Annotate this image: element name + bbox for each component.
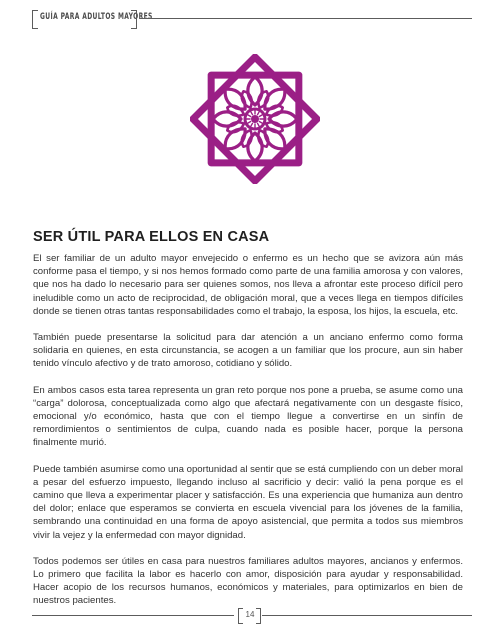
paragraph-1: El ser familiar de un adulto mayor envejecido o enfermo es un hecho que se avizora aún más conforme pasa el tiempo, y si nos hemos formado como parte de una familia amorosa y con valores, que nos ha dado lo necesario para ser quienes somos, nos lleva a afrontar este proceso difícil pero ineludible como un acto de reciprocidad, de obligación moral, que a veces llega en tiempos difíciles donde se tienen otras tantas responsabilidades como el trabajo, la esposa, los hijos, la escuela, etc. xyxy=(33,253,463,317)
mandala-ornament xyxy=(190,54,320,184)
section-heading: SER ÚTIL PARA ELLOS EN CASA xyxy=(33,229,270,245)
paragraph-4: Puede también asumirse como una oportunidad al sentir que se está cumpliendo con un deber moral a pesar del esfuerzo impuesto, llegando incluso al sacrificio y decir: valió la pena porque es el camino que lleva a experimentar placer y satisfacción. Es una experiencia que humaniza aun dentro del dolor; enlace que esperamos se convierta en escuela vivencial para los jóvenes de la familia, sembrando una continuidad en una forma de apoyo asistencial, que permita a todos sus miembros vivir la vejez y la enfermedad con mayor dignidad. xyxy=(33,463,463,541)
paragraph-3: En ambos casos esta tarea representa un gran reto porque nos pone a prueba, se asume como una “carga” dolorosa, conceptualizada como algo que afectará negativamente con un desgaste físico, emocional y/o económico, hasta que con el tiempo llegue a convertirse en un sinfín de remordimientos o sentimientos de culpa, cuando nada es posible hacer, porque la persona finalmente murió. xyxy=(33,384,463,449)
page-bracket-right xyxy=(256,608,261,624)
header-bracket-left xyxy=(32,10,38,29)
header-title: GUÍA PARA ADULTOS MAYORES xyxy=(40,12,153,22)
running-header xyxy=(32,10,472,30)
body-text xyxy=(33,252,463,621)
header-bracket-right xyxy=(131,10,137,29)
footer-rule-right xyxy=(262,615,472,616)
paragraph-5: Todos podemos ser útiles en casa para nuestros familiares adultos mayores, ancianos y enfermos. Lo primero que facilita la labor es hacerlo con amor, disposición para ayudar y responsabilidad. Hacer acopio de los recursos humanos, económicos y materiales, para optimizarlos en bien de nuestros pacientes. xyxy=(33,555,463,607)
paragraph-2: También puede presentarse la solicitud para dar atención a un anciano enfermo como forma solidaria en quienes, en esta circunstancia, se acogen a un familiar que los procure, aun sin haber tenido vínculo afectivo y de trato amoroso, cotidiano y sólido. xyxy=(33,332,463,370)
page-footer xyxy=(32,606,472,626)
footer-rule-left xyxy=(32,615,234,616)
header-rule xyxy=(140,18,472,19)
page-number: 14 xyxy=(245,610,255,619)
